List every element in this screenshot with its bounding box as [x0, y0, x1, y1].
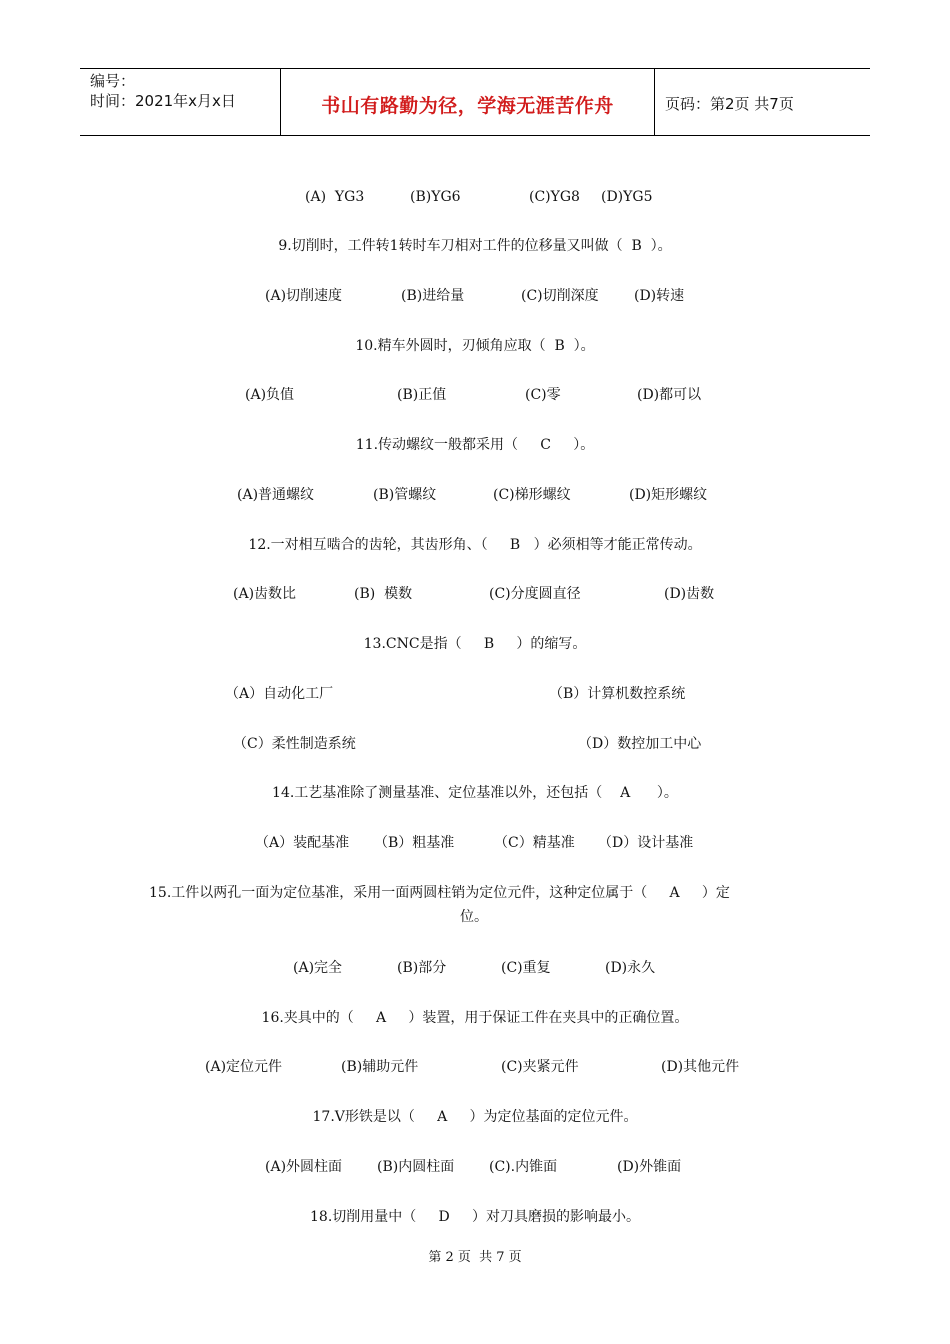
- option-a: (A)普通螺纹: [237, 487, 315, 503]
- option-b: （B）粗基准: [374, 835, 455, 851]
- option-b: (B) 模数: [354, 586, 413, 602]
- option-b: (B)内圆柱面: [377, 1159, 455, 1175]
- option-b: (B)辅助元件: [341, 1059, 419, 1075]
- option-d: (D)转速: [634, 288, 685, 304]
- option-c: (C)梯形螺纹: [493, 487, 571, 503]
- question-11: 11.传动螺纹一般都采用（ C ）。: [355, 437, 595, 453]
- question-15: 15.工件以两孔一面为定位基准，采用一面两圆柱销为定位元件，这种定位属于（ A ）定: [149, 885, 730, 901]
- option-d: (D)其他元件: [661, 1059, 740, 1075]
- document-number-label: 编号：: [90, 72, 136, 90]
- question-17: 17.V形铁是以（ A ）为定位基面的定位元件。: [312, 1109, 638, 1125]
- option-d: (D)矩形螺纹: [629, 487, 708, 503]
- question-15-continuation: 位。: [460, 909, 488, 925]
- question-13: 13.CNC是指（ B ）的缩写。: [363, 636, 587, 652]
- option-c: (C)分度圆直径: [489, 586, 581, 602]
- option-b: (B)管螺纹: [373, 487, 437, 503]
- option-a: (A)定位元件: [205, 1059, 283, 1075]
- option-b: (B)部分: [397, 960, 447, 976]
- option-c: (C).内锥面: [489, 1159, 558, 1175]
- option-a: （A）装配基准: [255, 835, 350, 851]
- page-footer: 第 2 页 共 7 页: [428, 1250, 522, 1265]
- document-time-label: 时间：2021年x月x日: [90, 92, 236, 110]
- option-b: （B）计算机数控系统: [549, 686, 686, 702]
- header-motto-cell: [281, 69, 655, 135]
- question-10: 10.精车外圆时，刃倾角应取（ B ）。: [355, 338, 595, 354]
- option-c: (C)夹紧元件: [501, 1059, 579, 1075]
- option-d: (D)齿数: [664, 586, 715, 602]
- option-b: (B)进给量: [401, 288, 465, 304]
- option-c: (C)零: [525, 387, 561, 403]
- option-c: (C)切削深度: [521, 288, 599, 304]
- option-a: (A) YG3: [305, 189, 365, 205]
- option-d: (D)永久: [605, 960, 656, 976]
- option-a: (A)完全: [293, 960, 343, 976]
- option-d: （D）设计基准: [598, 835, 694, 851]
- header-meta: [80, 69, 281, 135]
- option-a: (A)切削速度: [265, 288, 343, 304]
- option-a: (A)外圆柱面: [265, 1159, 343, 1175]
- question-12: 12.一对相互啮合的齿轮，其齿形角、（ B ）必须相等才能正常传动。: [248, 537, 702, 553]
- header-page-number: 页码：第2页 共7页: [665, 94, 794, 113]
- question-18: 18.切削用量中（ D ）对刀具磨损的影响最小。: [310, 1209, 640, 1225]
- option-c: (C)YG8: [529, 189, 580, 205]
- question-14: 14.工艺基准除了测量基准、定位基准以外，还包括（ A ）。: [272, 785, 678, 801]
- option-c: （C）精基准: [494, 835, 575, 851]
- option-d: (D)YG5: [601, 189, 653, 205]
- option-d: (D)都可以: [637, 387, 702, 403]
- option-d: （D）数控加工中心: [578, 736, 702, 752]
- option-a: (A)齿数比: [233, 586, 297, 602]
- option-c: (C)重复: [501, 960, 551, 976]
- option-d: (D)外锥面: [617, 1159, 682, 1175]
- option-a: （A）自动化工厂: [225, 686, 334, 702]
- option-b: (B)正值: [397, 387, 447, 403]
- question-16: 16.夹具中的（ A ）装置，用于保证工件在夹具中的正确位置。: [261, 1010, 689, 1026]
- option-a: (A)负值: [245, 387, 295, 403]
- option-b: (B)YG6: [410, 189, 461, 205]
- option-c: （C）柔性制造系统: [233, 736, 356, 752]
- header-motto: 书山有路勤为径，学海无涯苦作舟: [321, 94, 614, 117]
- page-header: [80, 68, 870, 136]
- question-9: 9.切削时，工件转1转时车刀相对工件的位移量又叫做（ B ）。: [278, 238, 672, 254]
